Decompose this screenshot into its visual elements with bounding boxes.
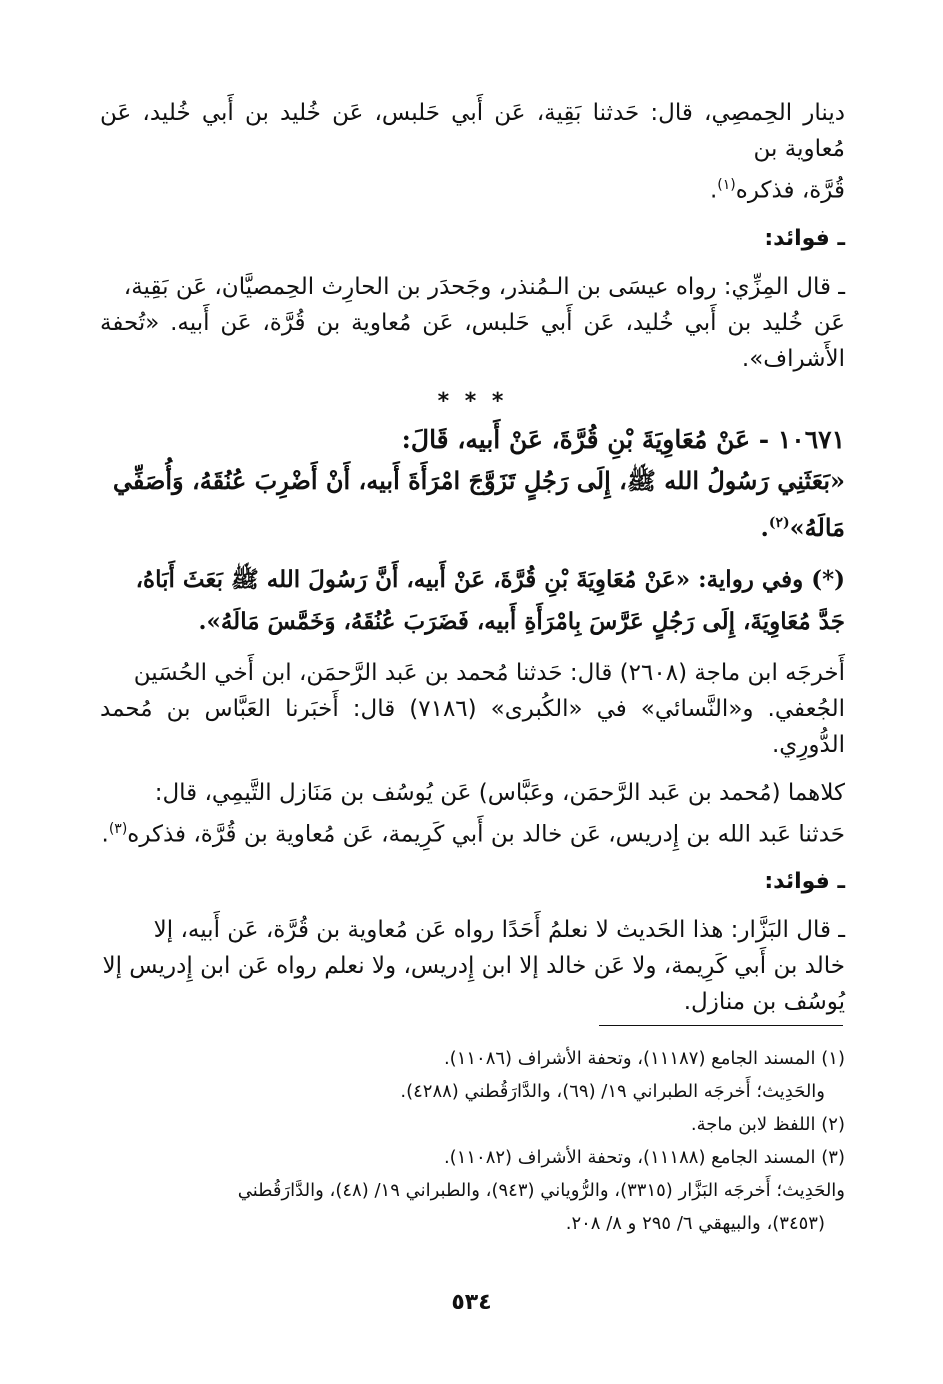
text-line: كلاهما (مُحمد بن عَبد الرَّحمَن، وعَبَّاس) عَن يُوسُف بن مَنَازل التَّيمِي، قال: (154, 779, 845, 806)
text-line: خالد بن أَبي كَرِيمة، ولا عَن خالد إلا ابن إِدريس، ولا نعلم رواه عَن ابن إِدريس إلا (102, 953, 845, 980)
footnote-line: (٣) المسند الجامع (١١١٨٨)، وتحفة الأشراف (١١٠٨٢). (443, 1147, 845, 1168)
fawaid-heading: ـ فوائد: (764, 225, 845, 251)
hadith-line (100, 502, 845, 549)
fawaid-heading: ـ فوائد: (764, 869, 845, 895)
footnote-line: (٢) اللفظ لابن ماجة. (690, 1114, 845, 1135)
text-line (100, 811, 845, 853)
main-text (100, 95, 845, 1032)
footnote-line: والحَدِيث؛ أَخرجَه الطبراني ١٩/ (٦٩)، والدَّارَقُطني (٤٢٨٨). (400, 1081, 825, 1102)
footnote-separator (599, 1025, 843, 1026)
paragraph-takhrij-2 (100, 775, 845, 853)
text-line: الجُعفي. و«النَّسائي» في «الكُبرى» (٧١٨٦) قال: أَخبَرنا العَبَّاس بن مُحمد الدُّورِي. (100, 695, 845, 758)
paragraph-bazzar (100, 912, 845, 1020)
text-span: قُرَّة، فذكره (735, 177, 845, 204)
paragraph-mizzi (100, 269, 845, 377)
text-line: ـ قال المِزِّي: رواه عيسَى بن الـمُنذر، وجَحدَر بن الحارِث الحِمصيَّان، عَن بَقِية، (123, 273, 845, 300)
text-span: مَالَهُ» (789, 512, 845, 542)
footnote-marker: (١) (717, 177, 736, 193)
text-span: حَدثنا عَبد الله بن إِدريس، عَن خالد بن أَبي كَرِيمة، عَن مُعاوية بن قُرَّة، فذكره (127, 821, 845, 848)
text-line: أَخرجَه ابن ماجة (٢٦٠٨) قال: حَدثنا مُحمد بن عَبد الرَّحمَن، ابن أَخي الحُسَين (133, 659, 845, 686)
paragraph-riwaya (100, 559, 845, 643)
hadith-line: «بَعَثَنِي رَسُولُ الله ﷺ، إِلَى رَجُلٍ تَزَوَّجَ امْرَأَةَ أَبيه، أَنْ أَضْرِبَ عُنُقَهُ، وَأُصَفِّي (112, 465, 845, 495)
riwaya-line: جَدَّ مُعَاوِيَةَ، إِلَى رَجُلٍ عَرَّسَ بِامْرَأَةِ أَبيه، فَضَرَبَ عُنُقَهُ، وَخَمَّسَ مَالَهُ». (198, 607, 845, 635)
footnote-marker: (٣) (108, 820, 128, 837)
footnote-line: (٣٤٥٣)، والبيهقي ٦/ ٢٩٥ و ٨/ ٢٠٨. (565, 1213, 825, 1234)
text-span: . (760, 512, 769, 542)
text-line (100, 167, 845, 209)
riwaya-line: (*) وفي رواية: «عَنْ مُعَاوِيَةَ بْنِ قُرَّةَ، عَنْ أَبيه، أَنَّ رَسُولَ الله ﷺ بَعَثَ أَبَاهُ، (135, 565, 845, 593)
text-span: . (709, 177, 718, 204)
text-span: . (101, 821, 109, 848)
footnote-marker: (٢) (768, 514, 790, 531)
hadith-heading: ١٠٦٧١ - عَنْ مُعَاوِيَةَ بْنِ قُرَّةَ، عَنْ أَبيه، قَالَ: (401, 424, 845, 454)
text-line: يُوسُف بن منازل. (683, 989, 845, 1016)
text-line: عَن خُليد بن أَبي خُليد، عَن أَبي حَلبس، عَن مُعاوية بن قُرَّة، عَن أَبيه. «تُحفة الأَشراف». (100, 309, 845, 372)
footnotes (100, 1042, 845, 1240)
hadith-text (100, 460, 845, 549)
text-line: دينار الحِمصِي، قال: حَدثنا بَقِية، عَن أَبي حَلبس، عَن خُليد بن أَبي خُليد، عَن مُعاوية بن (100, 100, 845, 162)
text-line: ـ قال البَزَّار: هذا الحَديث لا نعلمُ أَحَدًا رواه عَن مُعاوية بن قُرَّة، عَن أَبيه، إلا (153, 917, 845, 944)
footnote-line: والحَدِيث؛ أَخرجَه البَزَّار (٣٣١٥)، والرُّوياني (٩٤٣)، والطبراني ١٩/ (٤٨)، والدَّارَقُطني (237, 1180, 845, 1201)
page-number: ٥٣٤ (451, 1290, 492, 1315)
footnote-line: (١) المسند الجامع (١١١٨٧)، وتحفة الأشراف (١١٠٨٦). (443, 1048, 845, 1069)
paragraph-continuation (100, 95, 845, 209)
section-separator-stars: * * * (437, 388, 508, 414)
paragraph-takhrij-1 (100, 655, 845, 763)
